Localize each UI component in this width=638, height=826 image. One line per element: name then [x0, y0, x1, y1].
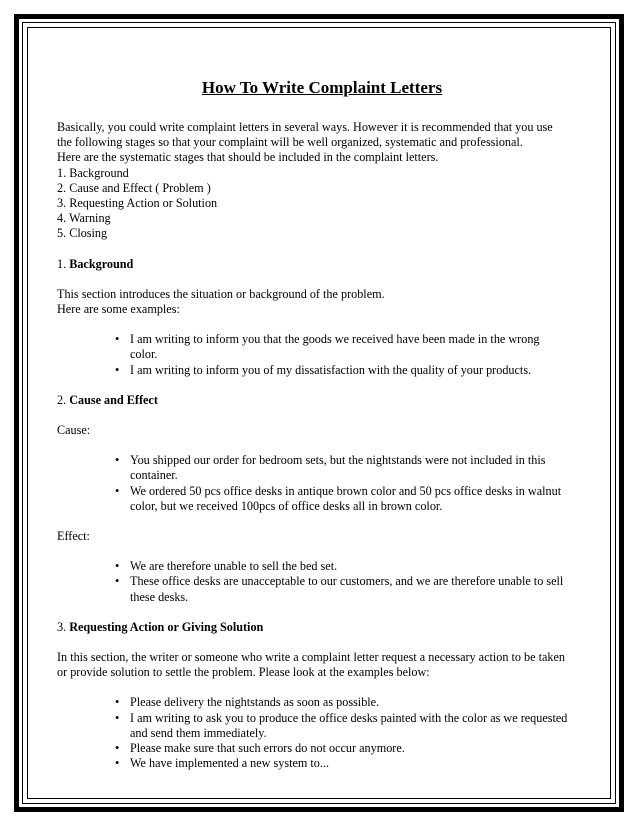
- section-heading-requesting: 3. Requesting Action or Giving Solution: [57, 619, 264, 634]
- background-examples: [57, 332, 587, 378]
- list-item: • You shipped our order for bedroom sets, but the nightstands were not included in this container.: [115, 453, 546, 483]
- list-item: • I am writing to inform you that the goods we received have been made in the wrong color.: [115, 332, 540, 362]
- list-item: • I am writing to inform you of my dissatisfaction with the quality of your products.: [115, 362, 532, 377]
- list-item: • We have implemented a new system to...: [115, 756, 330, 771]
- document-body: [57, 78, 587, 772]
- section-heading-cause-effect: 2. Cause and Effect: [57, 392, 158, 407]
- stage-item: 1. Background: [57, 165, 129, 180]
- list-item: • These office desks are unacceptable to our customers, and we are therefore unable to sell these desks.: [115, 574, 564, 604]
- requesting-text: In this section, the writer or someone who write a complaint letter request a necessary action to be taken or provide solution to settle the problem. Please look at the examples below:: [57, 650, 565, 680]
- section-heading-background: 1. Background: [57, 256, 134, 271]
- stage-item: 2. Cause and Effect ( Problem ): [57, 180, 211, 195]
- effect-label: Effect:: [57, 529, 90, 544]
- cause-examples: [57, 453, 587, 514]
- requesting-examples: [57, 695, 587, 771]
- list-item: • Please make sure that such errors do not occur anymore.: [115, 741, 405, 756]
- stage-item: 5. Closing: [57, 226, 108, 241]
- list-item: • I am writing to ask you to produce the office desks painted with the color as we requested and send them immediately.: [115, 710, 568, 740]
- list-item: • Please delivery the nightstands as soon as possible.: [115, 695, 380, 710]
- effect-examples: [57, 559, 587, 605]
- document-title: How To Write Complaint Letters: [201, 78, 443, 97]
- list-item: • We are therefore unable to sell the bed set.: [115, 559, 338, 574]
- stage-item: 3. Requesting Action or Solution: [57, 196, 218, 211]
- background-text: This section introduces the situation or background of the problem. Here are some examples:: [57, 286, 385, 317]
- stage-item: 4. Warning: [57, 211, 111, 226]
- list-item: • We ordered 50 pcs office desks in antique brown color and 50 pcs office desks in walnut color, but we received 100pcs of office desks all in brown color.: [115, 483, 562, 513]
- cause-label: Cause:: [57, 423, 91, 438]
- intro-paragraph: Basically, you could write complaint letters in several ways. However it is recommended that you use the following stages so that your complaint will be well organized, systematic and professional. Here are the systematic stages that should be included in the complaint letters. 1. Background 2. Cause and Effect ( Problem ) 3. Requesting Action or Solution 4. Warning 5. Closing: [57, 120, 587, 242]
